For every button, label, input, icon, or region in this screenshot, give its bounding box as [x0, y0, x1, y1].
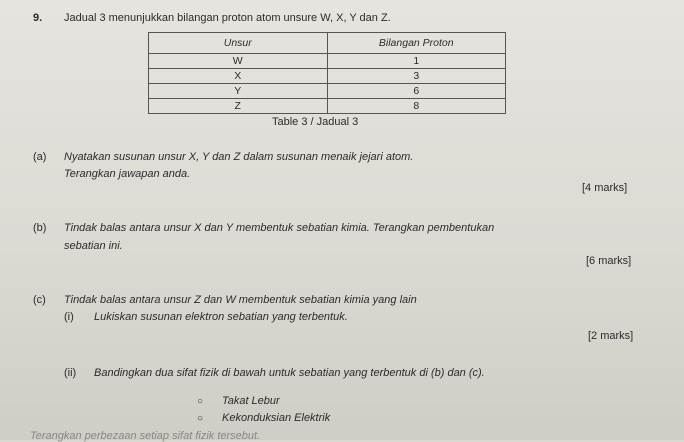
part-c-line1: Tindak balas antara unsur Z dan W membentuk sebatian kimia yang lain [64, 294, 417, 306]
table-row [149, 84, 506, 99]
table-row [149, 69, 506, 84]
cell-element: Z [149, 99, 328, 114]
table-row [149, 99, 506, 114]
bullet-kekonduksian: Kekonduksian Elektrik [222, 412, 331, 424]
cell-proton: 1 [327, 54, 506, 69]
part-b-label: (b) [33, 222, 47, 234]
bullet-icon: ○ [197, 413, 204, 424]
part-c-i-label: (i) [64, 311, 74, 323]
bullet-takat-lebur: Takat Lebur [222, 395, 280, 407]
part-b-line1: Tindak balas antara unsur X dan Y membentuk sebatian kimia. Terangkan pembentukan [64, 222, 495, 234]
part-b-marks: [6 marks] [586, 255, 632, 267]
table-caption: Table 3 / Jadual 3 [272, 116, 359, 128]
cell-element: Y [149, 84, 328, 99]
header-bilangan-proton: Bilangan Proton [327, 33, 506, 54]
part-a-line1: Nyatakan susunan unsur X, Y dan Z dalam susunan menaik jejari atom. [64, 151, 414, 163]
cell-element: W [149, 54, 328, 69]
part-c-i-text: Lukiskan susunan elektron sebatian yang terbentuk. [94, 311, 348, 323]
cell-proton: 3 [327, 69, 506, 84]
cell-proton: 8 [327, 99, 506, 114]
proton-table [148, 32, 506, 114]
table-header-row [149, 33, 506, 54]
question-number: 9. [33, 12, 43, 24]
question-intro: Jadual 3 menunjukkan bilangan proton atom unsure W, X, Y dan Z. [64, 12, 391, 24]
part-c-label: (c) [33, 294, 46, 306]
part-c-ii-label: (ii) [64, 367, 77, 379]
cell-element: X [149, 69, 328, 84]
part-b-line2: sebatian ini. [64, 240, 123, 252]
part-c-i-marks: [2 marks] [588, 330, 634, 342]
cell-proton: 6 [327, 84, 506, 99]
part-a-marks: [4 marks] [582, 182, 628, 194]
table-row [149, 54, 506, 69]
part-c-ii-text: Bandingkan dua sifat fizik di bawah untuk sebatian yang terbentuk di (b) dan (c). [94, 367, 485, 379]
part-a-line2: Terangkan jawapan anda. [64, 168, 191, 180]
bullet-icon: ○ [197, 396, 204, 407]
header-unsur: Unsur [149, 33, 328, 54]
cutoff-line: Terangkan perbezaan setiap sifat fizik tersebut. [30, 430, 261, 442]
part-a-label: (a) [33, 151, 47, 163]
